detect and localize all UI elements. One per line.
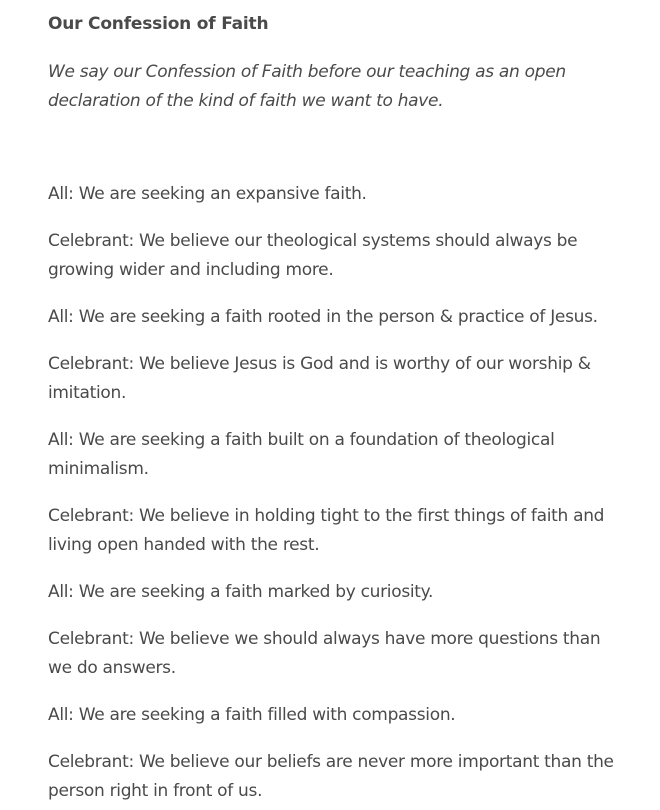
- confession-line-all-2: All: We are seeking a faith rooted in the person & practice of Jesus.: [48, 307, 598, 327]
- confession-lines: [48, 180, 624, 806]
- confession-line-all-5: All: We are seeking a faith filled with compassion.: [48, 705, 456, 725]
- confession-line-celebrant-4: Celebrant: We believe we should always have more questions than we do answers.: [48, 629, 601, 678]
- confession-line-celebrant-2: Celebrant: We believe Jesus is God and is worthy of our worship & imitation.: [48, 354, 591, 403]
- intro-paragraph: We say our Confession of Faith before our teaching as an open declaration of the kind of faith we want to have.: [48, 62, 566, 111]
- page-title: Our Confession of Faith: [48, 14, 269, 34]
- confession-line-all-3: All: We are seeking a faith built on a foundation of theological minimalism.: [48, 430, 555, 479]
- confession-line-all-1: All: We are seeking an expansive faith.: [48, 184, 367, 204]
- confession-line-celebrant-3: Celebrant: We believe in holding tight to the first things of faith and living open handed with the rest.: [48, 506, 605, 555]
- confession-line-celebrant-5: Celebrant: We believe our beliefs are never more important than the person right in front of us.: [48, 752, 614, 801]
- confession-line-celebrant-1: Celebrant: We believe our theological systems should always be growing wider and including more.: [48, 231, 578, 280]
- confession-line-all-4: All: We are seeking a faith marked by curiosity.: [48, 582, 434, 602]
